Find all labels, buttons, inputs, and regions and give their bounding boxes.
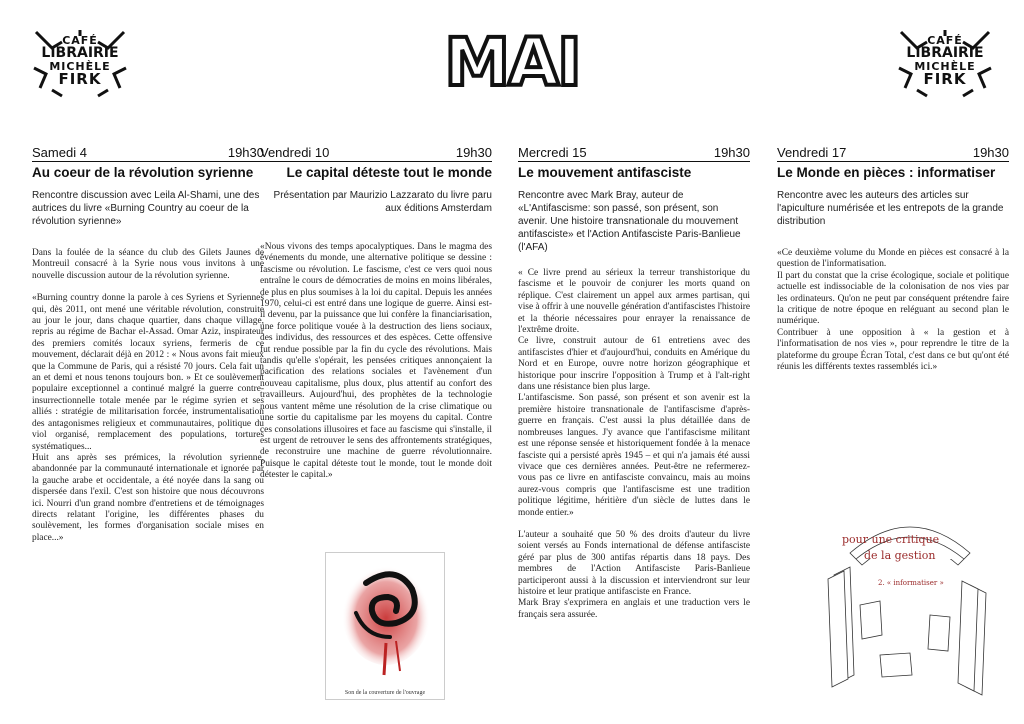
event-column-3 xyxy=(518,144,750,621)
event-title: Le capital déteste tout le monde xyxy=(286,165,492,180)
event-time: 19h30 xyxy=(972,145,1009,160)
paragraph: Huit ans après ses prémices, la révolution syrienne, abandonnée par la communauté internationale et ignorée par la gauche arabe et occidentale, a été noyée dans la sang ou dispersée dans l'exil. C'est son histoire que nous découvrons ici. Nourri d'un grand nombre d'entretiens et de témoignages directs relatant l'origine, les différentes phases du soulèvement, les formes d'organisation sociale mises en place...» xyxy=(32,452,264,543)
event-body xyxy=(260,242,492,482)
paragraph: L'antifascisme. Son passé, son présent et son avenir est la première histoire transnationale de l'antifascisme d'après-guerre en français. C'est aussi la plus détaillée dans de nombreuses langues. J'y avance que l'antifascisme militant est une réponse sensée et historiquement fondée à la menace fasciste qui a persisté après 1945 – et qui n'a jamais été aussi vivace que ces dernières années. Peut-être ne refermerez-vous pas ce livre en antifasciste convaincu, mais au moins aurez-vous compris que l'antifascisme est une tradition politique légitime, héritière d'un siècle de luttes dans le monde entier.» xyxy=(518,393,750,518)
logo-line-cafe: CAFÉ xyxy=(62,34,98,47)
event-time: 19h30 xyxy=(713,145,750,160)
event-subtitle: Rencontre discussion avec Leila Al-Shami, une des autrices du livre «Burning Country au coeur de la révolution syrienne» xyxy=(32,190,260,227)
book-title-line-2: de la gestion xyxy=(864,549,936,562)
paragraph: Dans la foulée de la séance du club des Gilets Jaunes de Montreuil consacré à la Syrie nous vous invitons à une nouvelle discussion autour de la révolution syrienne. xyxy=(32,248,264,281)
event-header xyxy=(777,144,1009,162)
event-day: Vendredi 17 xyxy=(777,145,847,160)
book-cover-illustration xyxy=(820,505,1000,705)
event-time: 19h30 xyxy=(455,145,492,160)
paragraph: «Burning country donne la parole à ces Syriens et Syriennes qui, dès 2011, ont mené une véritable révolution, construite au jour le jour, dans chaque quartier, dans chaque village, repris au régime de Bachar el-Assad. Omar Aziz, inspirateur des premiers comités locaux syriens, fermeris de ce mouvement, déclarait déjà en 2012 : « Nous avons fait mieux que la Commune de Paris, qui a résisté 70 jours. Cela fait un an et demi et nous tenons toujours bon. » Et ce soulèvement populaire exceptionnel a continué malgré la guerre contre-insurrectionnelle totale menée par le régime syrien et ses alliés : stratégie de militarisation forcée, instrumentalisation des antagonismes religieux et communautaires, politique du viol organisé, remplacement des populations, tortures systématiques... xyxy=(32,293,264,452)
month-title: MAI xyxy=(444,24,580,101)
event-column-2 xyxy=(260,144,492,482)
event-header xyxy=(518,144,750,162)
event-column-4 xyxy=(777,144,1009,373)
book-subtitle: 2. « informatiser » xyxy=(878,579,944,587)
red-calligraphy-image xyxy=(326,553,444,685)
event-body xyxy=(32,248,264,544)
logo-line-michele: MICHÈLE xyxy=(49,60,111,73)
logo-line-cafe: CAFÉ xyxy=(927,34,963,47)
event-header xyxy=(260,144,492,162)
event-body xyxy=(518,268,750,621)
event-subtitle: Rencontre avec Mark Bray, auteur de «L'Antifascisme: son passé, son présent, son avenir. Une histoire transnationale du mouvement antifasciste» et l'Action Antifasciste Paris-Banlieue (l'AFA) xyxy=(518,190,741,253)
paragraph: L'auteur a souhaité que 50 % des droits d'auteur du livre soient versés au Fonds international de défense antifasciste géré par plus de 300 antifas répartis dans 18 pays. Des membres de l'Action Antifasciste Paris-Banlieue participeront aussi à la discussion et interviendront sur leur histoire et leur pratique antifasciste en France. xyxy=(518,529,750,597)
cafe-librairie-logo-right xyxy=(897,28,993,98)
image-caption: Son de la couverture de l'ouvrage xyxy=(344,690,426,696)
cafe-librairie-logo-left xyxy=(32,28,128,98)
event-title: Le Monde en pièces : informatiser xyxy=(777,165,996,180)
logo-line-michele: MICHÈLE xyxy=(914,60,976,73)
event-title: Le mouvement antifasciste xyxy=(518,165,692,180)
logo-line-firk: FIRK xyxy=(923,70,967,88)
paragraph: «Ce deuxième volume du Monde en pièces est consacré à la question de l'informatisation. xyxy=(777,248,1009,270)
event-day: Samedi 4 xyxy=(32,145,87,160)
paragraph: Il part du constat que la crise écologique, sociale et politique actuelle est indissociable de la colonisation de nos vies par les ordinateurs. Qu'on ne peut par conséquent prétendre faire la critique de notre époque en reléguant au second plan le numérique. xyxy=(777,270,1009,327)
event-subtitle: Rencontre avec les auteurs des articles sur l'apiculture numérisée et les entrepots de la grande distribution xyxy=(777,190,1004,227)
event-title: Au coeur de la révolution syrienne xyxy=(32,165,254,180)
logo-line-firk: FIRK xyxy=(58,70,102,88)
paragraph: « Ce livre prend au sérieux la terreur transhistorique du fascisme et le pouvoir de conjurer les morts quand on réplique. C'est clairement un appel aux armes partisan, qui vise à offrir à une nouvelle génération d'antifascistes l'histoire et la théorie nécessaires pour enrayer la renaissance de l'extrême droite. xyxy=(518,268,750,336)
event-body xyxy=(777,248,1009,373)
event-header xyxy=(32,144,264,162)
paragraph: Contribuer à une opposition à « la gestion et à l'informatisation de nos vies », pour reprendre le titre de la plateforme du groupe Écran Total, c'est dans ce but qu'ont été réunis les différents textes rassemblés ici.» xyxy=(777,327,1009,373)
paragraph: Ce livre, construit autour de 61 entretiens avec des antifascistes d'hier et d'aujourd'hui, conduits en Amérique du Nord et en Europe, ouvre notre horizon géographique et historique pour inscrire l'opposition à Trump et à l'alt-right dans une résistance bien plus large. xyxy=(518,336,750,393)
paragraph: Mark Bray s'exprimera en anglais et une traduction vers le français sera assurée. xyxy=(518,598,750,620)
event-day: Mercredi 15 xyxy=(518,145,587,160)
event-column-1 xyxy=(32,144,264,544)
event-time: 19h30 xyxy=(227,145,264,160)
logo-line-librairie: LIBRAIRIE xyxy=(906,45,984,61)
book-title-line-1: pour une critique xyxy=(842,533,940,546)
event-subtitle: Présentation par Maurizio Lazzarato du livre paru aux éditions Amsterdam xyxy=(273,190,492,214)
paragraph: «Nous vivons des temps apocalyptiques. Dans le magma des événements du monde, une alternative politique se dessine : fascisme ou révolution. Le fascisme, c'est ce vers quoi nous entraîne le cours de démocraties de moins en moins libérales, de plus en plus soumises à la loi du capital. Depuis les années 1970, celui-ci est entré dans une logique de guerre. Ainsi est-il devenu, par la puissance que lui confère la financiarisation, une force politique vouée à la destruction des liens sociaux, des individus, des ressources et des espèces. Cette offensive fut rendue possible par la fin du cycle des révolutions. Mais tandis qu'elle s'opérait, les pensées critiques annonçaient la pacification des relations sociales et l'avènement d'un nouveau capitalisme, plus doux, plus attentif au confort des travailleurs. Aujourd'hui, des prophètes de la technologie nous vantent même une résolution de la crise climatique ou une sortie du capitalisme par les moyens du capital. Contre ces consolations illusoires et face au fascisme qui s'installe, il est urgent de retrouver le sens des affrontements stratégiques, de reconstruire une machine de guerre révolutionnaire. Puisque le capital déteste tout le monde, tout le monde doit détester le capital.» xyxy=(260,242,492,481)
logo-line-librairie: LIBRAIRIE xyxy=(41,45,119,61)
book-cover-image xyxy=(325,552,445,700)
event-day: Vendredi 10 xyxy=(260,145,330,160)
